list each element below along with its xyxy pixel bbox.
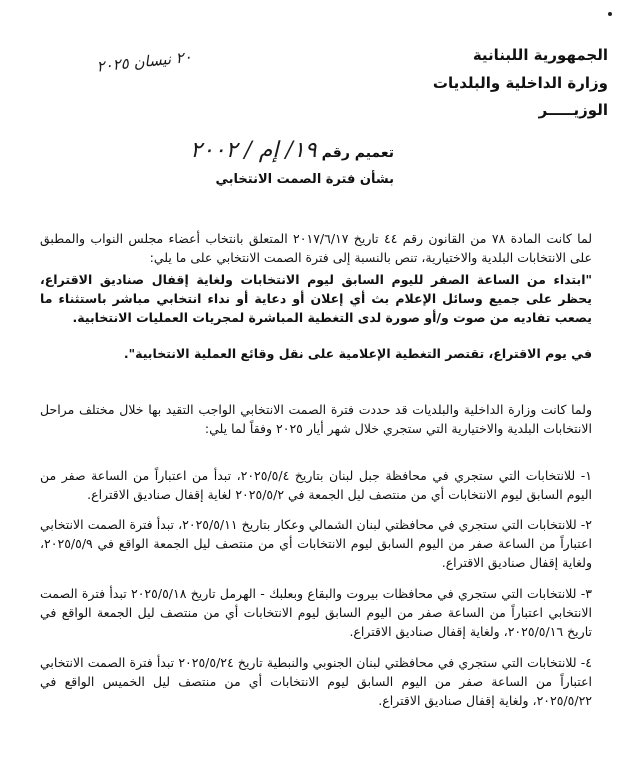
letterhead-office: الوزيـــــر (538, 101, 608, 119)
memo-label: تعميم رقم (321, 145, 394, 161)
list-item: ٢- للانتخابات التي ستجري في محافظتي لبنان الشمالي وعكار بتاريخ ٢٠٢٥/٥/١١، تبدأ فترة الصمت الانتخابي اعتباراً من الساعة صفر من اليوم السابق ليوم الانتخابات أي من منتصف ليل الجمعة الواقع في ٢٠٢٥/٥/٩، ولغاية إقفال صناديق الاقتراع. (40, 517, 592, 570)
quote-end-paragraph: في يوم الاقتراع، تقتصر التغطية الإعلامية على نقل وقائع العملية الانتخابية". (123, 346, 592, 361)
handwritten-date: ٢٠ نيسان ٢٠٢٥ (95, 47, 193, 76)
corner-mark (608, 12, 612, 16)
intro-paragraph: لما كانت المادة ٧٨ من القانون رقم ٤٤ تاريخ ٢٠١٧/٦/١٧ المتعلق بانتخاب أعضاء مجلس النواب والمطبق على الانتخابات البلدية والاختيارية، تنص بالنسبة إلى فترة الصمت الانتخابي على ما يلي: (40, 231, 593, 265)
memo-line (94, 138, 394, 163)
whereas-paragraph: ولما كانت وزارة الداخلية والبلديات قد حددت فترة الصمت الانتخابي الواجب التقيد بها خلال مختلف مراحل الانتخابات البلدية والاختيارية التي ستجري خلال شهر أيار ٢٠٢٥ وفقاً لما يلي: (40, 402, 592, 436)
quote-paragraph: "ابتداء من الساعة الصفر لليوم السابق ليوم الانتخابات ولغاية إقفال صناديق الاقتراع، يحظر على جميع وسائل الإعلام بث أي إعلان أو دعاية أو نداء انتخابي مباشر باستثناء ما يصعب تفاديه من صوت و/أو صورة لدى التغطية المباشرة لمجريات العمليات الانتخابية. (40, 272, 592, 325)
letterhead-country: الجمهورية اللبنانية (472, 46, 608, 64)
letterhead-ministry: وزارة الداخلية والبلديات (432, 74, 608, 92)
list-item: ٣- للانتخابات التي ستجري في محافظات بيروت والبقاع وبعلبك - الهرمل تاريخ ٢٠٢٥/٥/١٨ تبدأ فترة الصمت الانتخابي اعتباراً من الساعة صفر من اليوم السابق ليوم الانتخابات أي من منتصف ليل الجمعة الواقع في تاريخ ٢٠٢٥/٥/١٦، ولغاية إقفال صناديق الاقتراع. (40, 586, 592, 639)
memo-subject: بشأن فترة الصمت الانتخابي (215, 172, 394, 187)
list-item: ١- للانتخابات التي ستجري في محافظة جبل لبنان بتاريخ ٢٠٢٥/٥/٤، تبدأ من اعتباراً من الساعة صفر من اليوم السابق ليوم الانتخابات أي من منتصف ليل الجمعة في ٢٠٢٥/٥/٢ لغاية إقفال صناديق الاقتراع. (40, 468, 592, 502)
list-item: ٤- للانتخابات التي ستجري في محافظتي لبنان الجنوبي والنبطية تاريخ ٢٠٢٥/٥/٢٤ تبدأ فترة الصمت الانتخابي اعتباراً من الساعة صفر من اليوم السابق ليوم الانتخابات أي من منتصف ليل الخميس الواقع في ٢٠٢٥/٥/٢٢، ولغاية إقفال صناديق الاقتراع. (40, 655, 592, 708)
memo-number: ١٩/ إم / ٢٠٠٢ (190, 138, 317, 163)
